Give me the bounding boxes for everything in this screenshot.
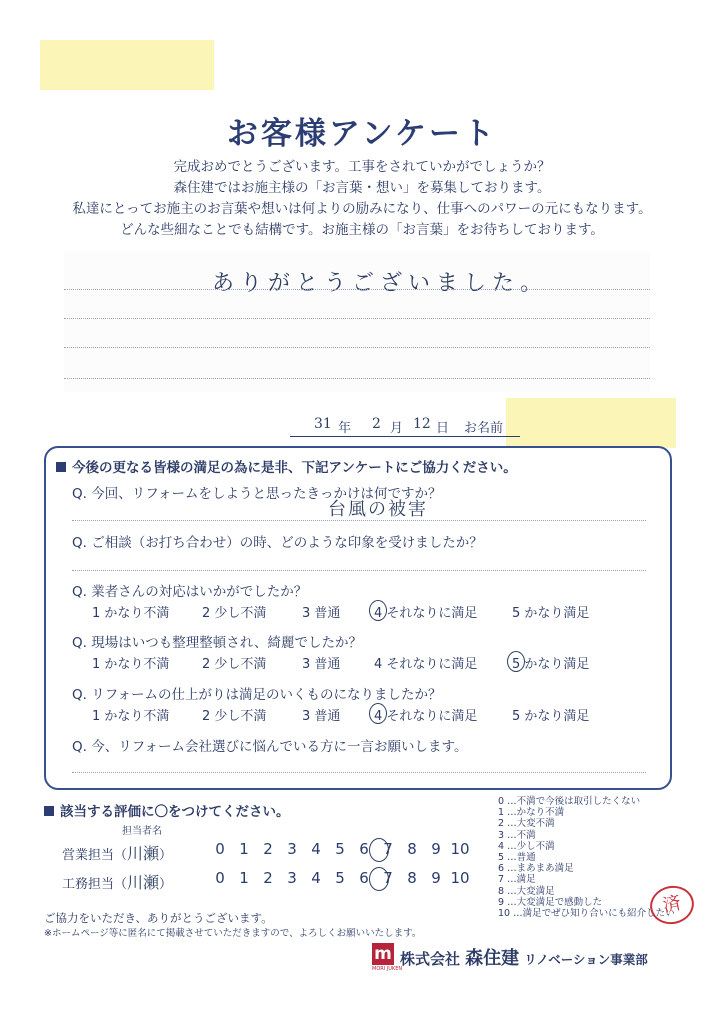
option-5[interactable]: 5 かなり満足	[512, 657, 590, 672]
selected-rating-circle	[369, 867, 389, 891]
rating-4[interactable]: 4	[311, 840, 321, 858]
question-2: Q. ご相談（お打ち合わせ）の時、どのような印象を受けましたか？	[72, 535, 483, 551]
message-rule	[64, 318, 650, 319]
survey-title: お客様アンケート	[226, 116, 498, 152]
note-text: ※ホームページ等に匿名にて掲載させていただきますので、よろしくお願いいたします。	[44, 928, 422, 939]
legend-item: 3 …不満	[498, 829, 536, 841]
option-4[interactable]: 4 それなりに満足	[374, 657, 478, 672]
square-bullet-icon	[44, 806, 54, 816]
handwritten-message: ありがとうございました。	[212, 271, 549, 296]
rating-0[interactable]: 0	[215, 869, 225, 887]
division-name: リノベーション事業部	[524, 952, 648, 967]
answer-2-rule	[72, 570, 646, 571]
intro-line-4: どんな些細なことでも結構です。お施主様の「お言葉」をお待ちしております。	[120, 222, 604, 238]
selected-answer-circle	[369, 600, 387, 621]
date-month: 2	[372, 416, 381, 432]
rating-7[interactable]: 7	[383, 840, 393, 858]
company-name-line	[400, 944, 648, 970]
selected-rating-circle	[369, 838, 389, 862]
date-year: 31	[314, 416, 332, 432]
rating-1[interactable]: 1	[239, 869, 249, 887]
logo-subtext: MORI JUKEN	[372, 966, 403, 972]
rating-3[interactable]: 3	[287, 840, 297, 858]
legend-item: 1 …かなり不満	[498, 807, 565, 819]
logo-mark: m	[372, 943, 394, 965]
rating-10[interactable]: 10	[450, 840, 470, 858]
company-prefix: 株式会社	[400, 950, 461, 968]
message-rule	[64, 378, 650, 379]
legend-item: 4 …少し不満	[498, 840, 555, 852]
redaction-sticky-name	[506, 398, 676, 448]
rating-0[interactable]: 0	[215, 840, 225, 858]
name-label: お名前	[464, 421, 504, 436]
option-1[interactable]: 1 かなり不満	[92, 709, 170, 724]
selected-answer-circle	[369, 703, 387, 724]
legend-item: 10 …満足でぜひ知り合いにも紹介したい	[498, 908, 675, 920]
company-name: 森住建	[465, 948, 520, 969]
rating-3[interactable]: 3	[287, 869, 297, 887]
rating-8[interactable]: 8	[407, 869, 417, 887]
selected-answer-circle	[507, 651, 525, 672]
rating-5[interactable]: 5	[335, 869, 345, 887]
option-3[interactable]: 3 普通	[302, 606, 341, 621]
option-4[interactable]: 4 それなりに満足	[374, 709, 478, 724]
option-2[interactable]: 2 少し不満	[202, 709, 267, 724]
sales-rating-scale	[208, 840, 472, 858]
date-day: 12	[413, 416, 431, 432]
rating-8[interactable]: 8	[407, 840, 417, 858]
rating-6[interactable]: 6	[359, 869, 369, 887]
question-4: Q. 現場はいつも整理整頓され、綺麗でしたか？	[72, 635, 363, 651]
options-q5	[92, 705, 632, 725]
rating-10[interactable]: 10	[450, 869, 470, 887]
intro-line-2: 森住建ではお施主様の「お言葉・想い」を募集しております。	[173, 180, 551, 196]
staff-header: 担当者名	[122, 826, 162, 837]
company-logo	[372, 943, 403, 972]
options-q4	[92, 653, 632, 673]
rating-heading	[44, 800, 290, 820]
rating-6[interactable]: 6	[359, 840, 369, 858]
legend-item: 8 …大変満足	[498, 885, 555, 897]
sales-staff-name: 川瀬	[127, 844, 160, 863]
option-1[interactable]: 1 かなり不満	[92, 606, 170, 621]
option-1[interactable]: 1 かなり不満	[92, 657, 170, 672]
rating-heading-text: 該当する評価に〇をつけてください。	[60, 804, 290, 820]
option-3[interactable]: 3 普通	[302, 657, 341, 672]
legend-item: 9 …大変満足で感動した	[498, 896, 603, 908]
legend-item: 2 …大変不満	[498, 818, 555, 830]
legend-item: 5 …普通	[498, 852, 536, 864]
rating-7[interactable]: 7	[383, 869, 393, 887]
answer-1-rule	[72, 520, 646, 521]
date-line	[290, 416, 520, 437]
sales-staff-label: 営業担当（川瀬）	[62, 844, 173, 863]
option-3[interactable]: 3 普通	[302, 709, 341, 724]
option-5[interactable]: 5 かなり満足	[512, 709, 590, 724]
question-5: Q. リフォームの仕上がりは満足のいくものになりましたか？	[72, 687, 442, 703]
rating-4[interactable]: 4	[311, 869, 321, 887]
construction-rating-scale	[208, 869, 472, 887]
question-6: Q. 今、リフォーム会社選びに悩んでいる方に一言お願いします。	[72, 739, 468, 755]
rating-9[interactable]: 9	[431, 840, 441, 858]
legend-item: 6 …まあまあ満足	[498, 863, 574, 875]
options-q3	[92, 602, 632, 622]
legend-item: 7 …満足	[498, 874, 536, 886]
rating-9[interactable]: 9	[431, 869, 441, 887]
message-rule	[64, 289, 650, 290]
option-2[interactable]: 2 少し不満	[202, 606, 267, 621]
legend-item: 0 …不満で今後は取引したくない	[498, 796, 641, 807]
message-rule	[64, 347, 650, 348]
rating-2[interactable]: 2	[263, 869, 273, 887]
construction-staff-name: 川瀬	[127, 873, 160, 892]
rating-2[interactable]: 2	[263, 840, 273, 858]
message-area	[64, 252, 650, 392]
date-year-label: 年	[338, 421, 352, 436]
option-4[interactable]: 4 それなりに満足	[374, 606, 478, 621]
option-5[interactable]: 5 かなり満足	[512, 606, 590, 621]
redaction-sticky-top	[40, 40, 214, 90]
rating-1[interactable]: 1	[239, 840, 249, 858]
rating-5[interactable]: 5	[335, 840, 345, 858]
date-day-label: 日	[436, 421, 450, 436]
thanks-text: ご協力をいただき、ありがとうございます。	[44, 911, 273, 925]
square-bullet-icon	[56, 462, 66, 472]
intro-line-3: 私達にとってお施主のお言葉や想いは何よりの励みになり、仕事へのパワーの元にもなります。	[72, 201, 652, 217]
stamp-text: 済	[660, 892, 683, 917]
survey-heading	[56, 456, 517, 476]
date-month-label: 月	[390, 421, 404, 436]
answer-1-handwritten: 台風の被害	[328, 499, 428, 520]
construction-staff-label: 工務担当（川瀬）	[62, 873, 173, 892]
question-1: Q. 今回、リフォームをしようと思ったきっかけは何ですか？	[72, 486, 442, 502]
intro-line-1: 完成おめでとうございます。工事をされていかがでしょうか？	[173, 159, 551, 175]
answer-6-rule	[72, 772, 646, 773]
question-3: Q. 業者さんの対応はいかがでしたか？	[72, 584, 308, 600]
option-2[interactable]: 2 少し不満	[202, 657, 267, 672]
survey-heading-text: 今後の更なる皆様の満足の為に是非、下記アンケートにご協力ください。	[72, 460, 517, 476]
